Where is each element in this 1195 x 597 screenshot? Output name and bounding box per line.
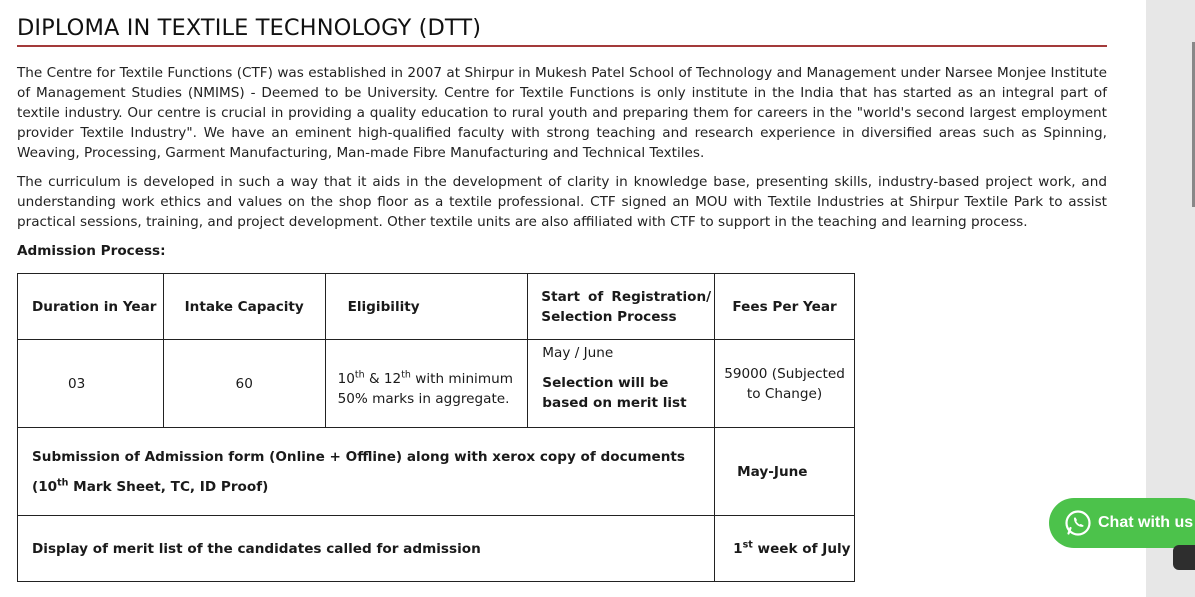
start-note: Selection will be based on merit list: [542, 375, 687, 411]
elig-part-c: with minimum 50% marks in aggregate.: [337, 370, 513, 407]
cell-merit-date: [715, 516, 855, 582]
chat-label: Chat with us: [1098, 514, 1194, 531]
header-start-text: Start of Registration/ Selection Process: [541, 288, 712, 325]
table-row: [18, 340, 855, 428]
page-title: DIPLOMA IN TEXTILE TECHNOLOGY (DTT): [17, 15, 482, 41]
submission-sup: th: [57, 476, 69, 488]
submission-part-a: (10: [32, 478, 58, 495]
submission-line-1: Submission of Admission form (Online + Offline) along with xerox copy of documents: [32, 448, 686, 465]
table-header-row: [18, 274, 855, 340]
intro-paragraph: The Centre for Textile Functions (CTF) was established in 2007 at Shirpur in Mukesh Patel School of Technology and Management under Narsee Monjee Institute of Management Studies (NMIMS) - Deemed to be University. Centre for Textile Functions is only institute in the India that has started as an integral part of textile industry. Our centre is crucial in providing a quality education to rural youth and preparing them for careers in the "world's second largest employment provider Textile Industry". We have an eminent high-qualified faculty with strong teaching and research experience in diversified areas such as Spinning, Weaving, Processing, Garment Manufacturing, Man-made Fibre Manufacturing and Technical Textiles.: [17, 65, 1107, 161]
whatsapp-icon: [1064, 509, 1092, 537]
elig-sup-2: th: [401, 368, 411, 380]
header-duration: Duration in Year: [18, 274, 164, 340]
title-divider: [17, 45, 1107, 47]
chat-with-us-button[interactable]: [1049, 498, 1195, 548]
elig-part-b: & 12: [364, 370, 402, 387]
table-row: [18, 516, 855, 582]
admission-table: [17, 273, 855, 582]
merit-date-part-b: week of July: [752, 540, 851, 557]
elig-sup-1: th: [354, 368, 365, 380]
cell-submission-date: May-June: [715, 428, 855, 516]
header-intake: Intake Capacity: [163, 274, 325, 340]
cell-intake: 60: [163, 340, 325, 428]
elig-part-a: 10: [337, 370, 355, 387]
cell-submission: [18, 428, 715, 516]
header-start: [528, 274, 715, 340]
admission-heading: Admission Process:: [17, 243, 166, 259]
eligibility-text: [330, 369, 522, 409]
merit-date-sup: st: [742, 538, 753, 550]
scroll-to-top-button[interactable]: [1173, 545, 1195, 570]
curriculum-paragraph: The curriculum is developed in such a way that it aids in the development of clarity in knowledge base, presenting skills, industry-based project work, and understanding work ethics and values on the shop floor as a textile professional. CTF signed an MOU with Textile Industries at Shirpur Textile Park to assist practical sessions, training, and project development. Other textile units are also affiliated with CTF to support in the teaching and learning process.: [17, 174, 1107, 230]
cell-merit-list: Display of merit list of the candidates called for admission: [18, 516, 715, 582]
start-date: May / June: [542, 345, 614, 361]
submission-line-2: [32, 477, 714, 497]
cell-fees: 59000 (Subjected to Change): [715, 340, 855, 428]
content-area: [17, 0, 1107, 261]
cell-duration: 03: [18, 340, 164, 428]
merit-date-part-a: 1: [733, 540, 743, 557]
submission-part-b: Mark Sheet, TC, ID Proof): [68, 478, 269, 495]
header-eligibility: Eligibility: [325, 274, 528, 340]
cell-eligibility: [325, 340, 528, 428]
cell-start: [528, 340, 715, 428]
header-fees: Fees Per Year: [715, 274, 855, 340]
table-row: [18, 428, 855, 516]
